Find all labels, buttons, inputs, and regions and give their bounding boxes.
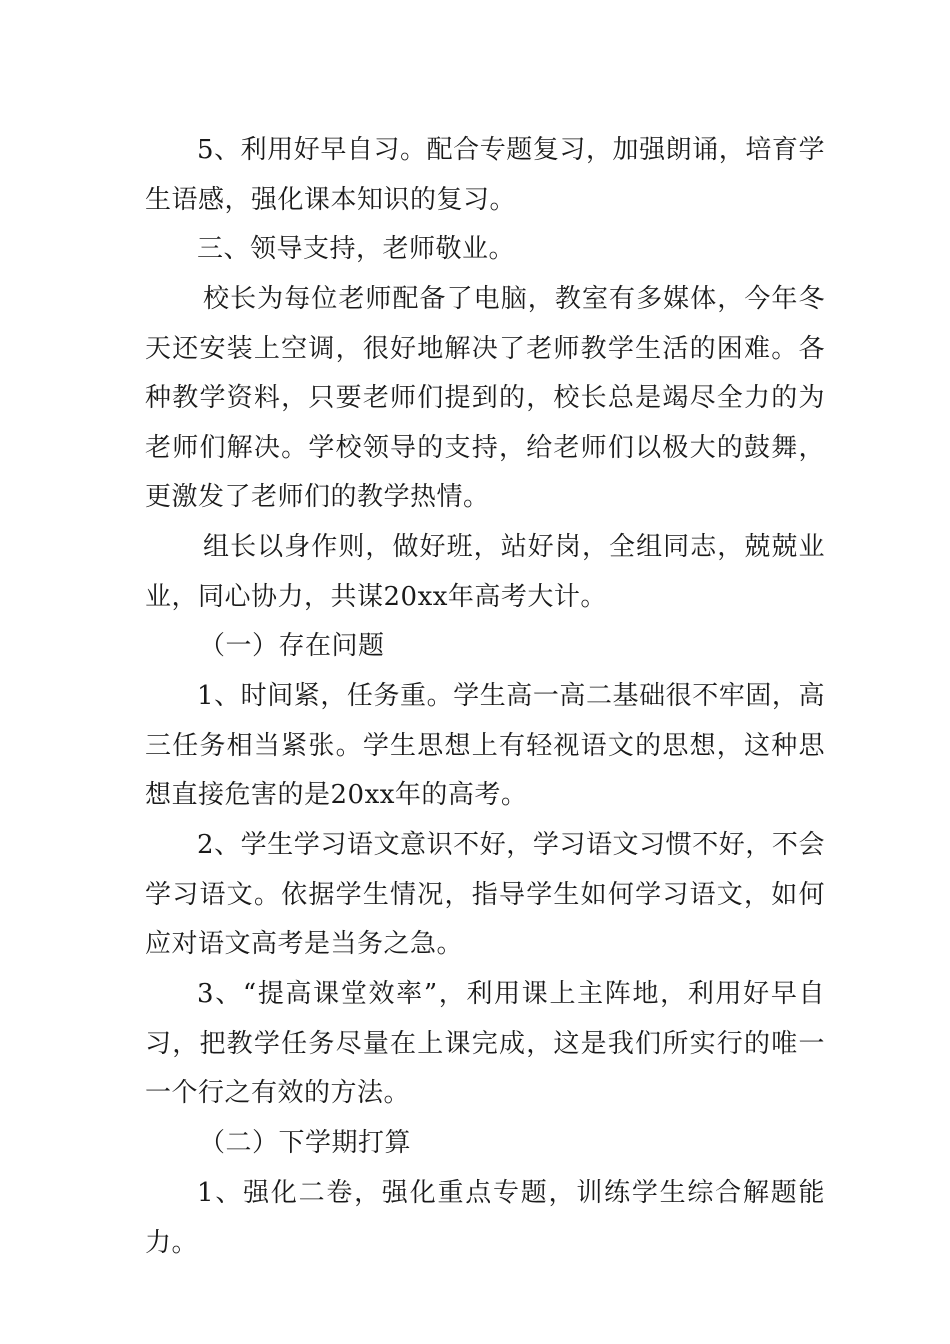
paragraph-plan-1: 1、强化二卷，强化重点专题，训练学生综合解题能力。 (145, 1178, 825, 1258)
section-heading-leadership-support: 三、领导支持，老师敬业。 (197, 234, 516, 264)
subheading-existing-problems: （一）存在问题 (199, 631, 385, 661)
subheading-next-semester-plan: （二）下学期打算 (199, 1128, 412, 1158)
paragraph-group-leader: 组长以身作则，做好班，站好岗，全组同志，兢兢业业，同心协力，共谋20xx年高考大计。 (145, 532, 825, 612)
paragraph-principal-support: 校长为每位老师配备了电脑，教室有多媒体，今年冬天还安装上空调，很好地解决了老师教学生活的困难。各种教学资料，只要老师们提到的，校长总是竭尽全力的为老师们解决。学校领导的支持，给老师们以极大的鼓舞，更激发了老师们的教学热情。 (145, 284, 825, 512)
paragraph-problem-1: 1、时间紧，任务重。学生高一高二基础很不牢固，高三任务相当紧张。学生思想上有轻视语文的思想，这种思想直接危害的是20xx年的高考。 (145, 681, 825, 810)
paragraph-early-self-study: 5、利用好早自习。配合专题复习，加强朗诵，培育学生语感，强化课本知识的复习。 (145, 135, 825, 215)
paragraph-problem-2: 2、学生学习语文意识不好，学习语文习惯不好，不会学习语文。依据学生情况，指导学生如何学习语文，如何应对语文高考是当务之急。 (145, 830, 825, 959)
paragraph-problem-3: 3、“提高课堂效率”，利用课上主阵地，利用好早自习，把教学任务尽量在上课完成，这是我们所实行的唯一一个行之有效的方法。 (145, 979, 825, 1108)
